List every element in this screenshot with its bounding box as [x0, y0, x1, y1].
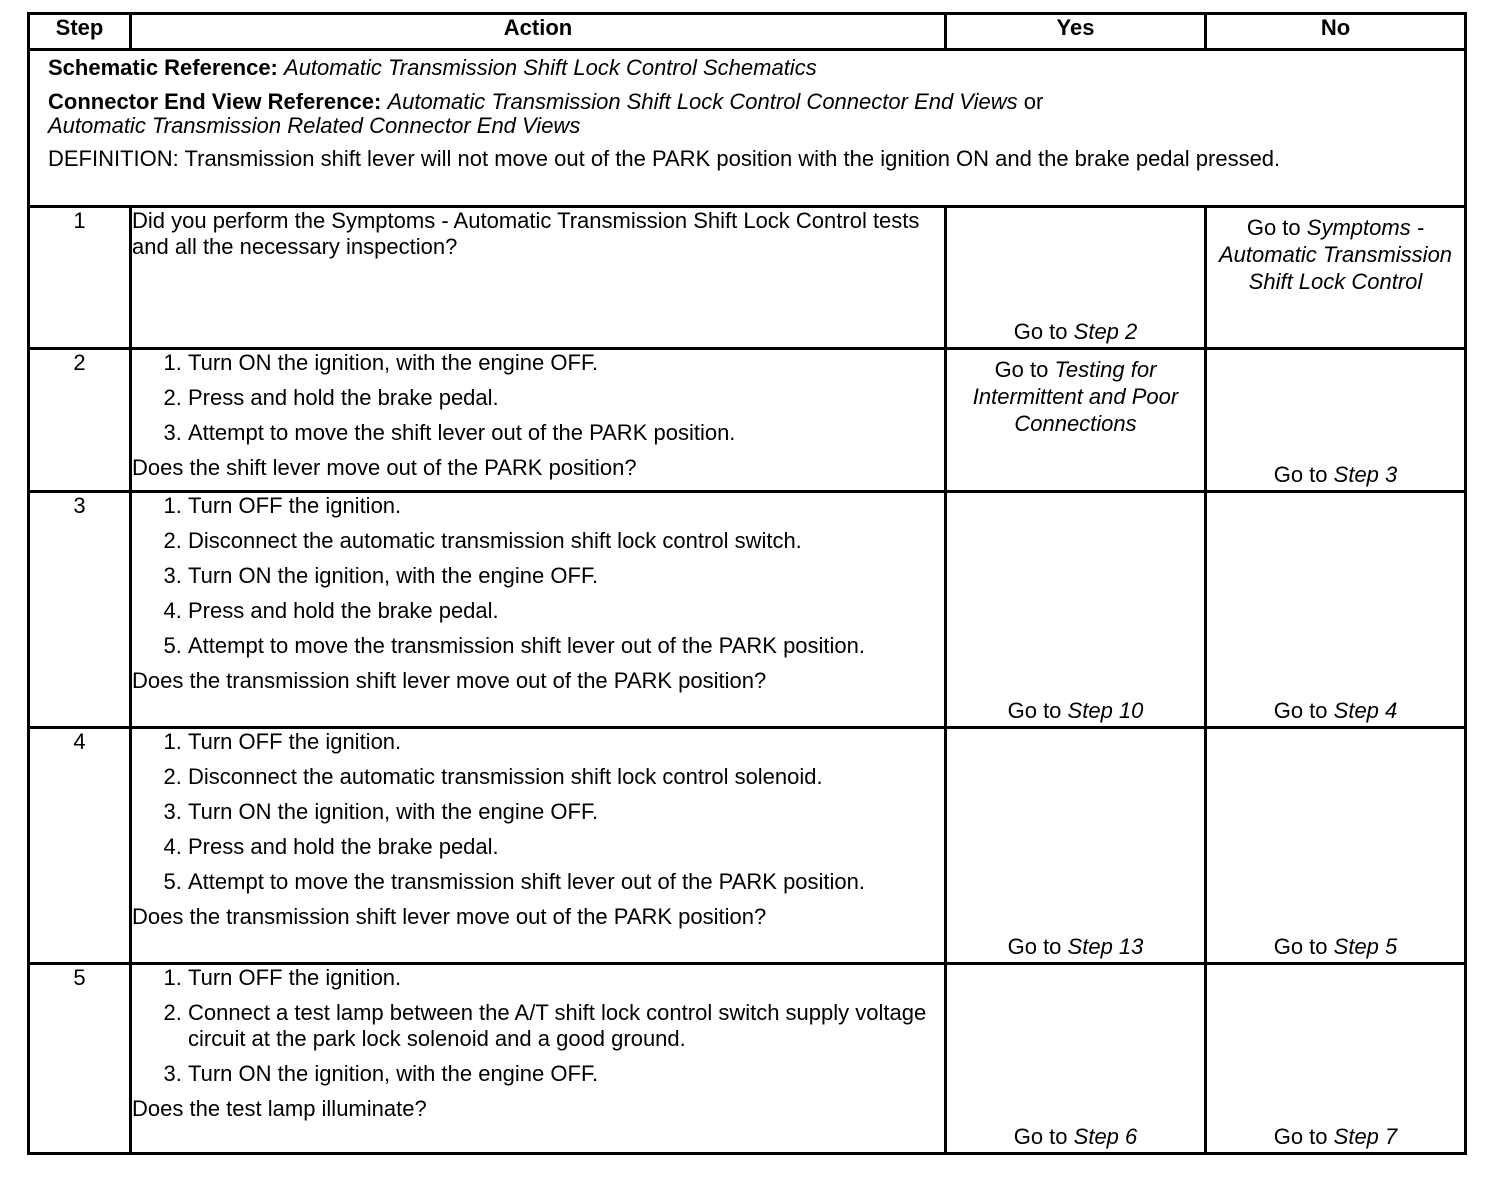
step-number: 5 [29, 964, 131, 1154]
step-row [29, 728, 1466, 964]
header-no: No [1206, 14, 1466, 50]
step-action [131, 964, 946, 1154]
no-cell [1206, 964, 1466, 1154]
header-yes: Yes [946, 14, 1206, 50]
action-list [132, 965, 944, 1087]
yes-cell [946, 964, 1206, 1154]
yes-cell [946, 349, 1206, 492]
no-goto[interactable] [1207, 208, 1464, 295]
action-item: 3. Attempt to move the shift lever out of the PARK position. [188, 420, 944, 446]
goto-prefix: Go to [1246, 215, 1301, 240]
step-number: 1 [29, 207, 131, 349]
yes-cell [946, 492, 1206, 728]
step-rows [29, 207, 1466, 1154]
yes-target[interactable]: Testing for Intermittent and Poor Connections [972, 357, 1179, 436]
action-question: Does the shift lever move out of the PARK position? [132, 455, 637, 480]
step-action [131, 728, 946, 964]
action-item: 5. Attempt to move the transmission shift lever out of the PARK position. [188, 869, 944, 895]
step-row [29, 492, 1466, 728]
action-item: 4. Press and hold the brake pedal. [188, 598, 944, 624]
yes-cell [946, 728, 1206, 964]
step-row [29, 207, 1466, 349]
schematic-reference [48, 55, 1458, 81]
action-item: 3. Turn ON the ignition, with the engine OFF. [188, 799, 944, 825]
yes-target[interactable]: Step 6 [1073, 1124, 1138, 1149]
goto-prefix: Go to [1007, 698, 1062, 723]
no-cell [1206, 349, 1466, 492]
action-item: 3. Turn ON the ignition, with the engine OFF. [188, 1061, 944, 1087]
no-cell [1206, 728, 1466, 964]
no-target[interactable]: Step 3 [1333, 462, 1398, 487]
no-goto[interactable] [1207, 934, 1464, 960]
action-list [132, 350, 944, 446]
yes-target[interactable]: Step 2 [1073, 319, 1138, 344]
step-number: 2 [29, 349, 131, 492]
yes-goto[interactable] [947, 698, 1204, 724]
connector-reference [48, 90, 1458, 138]
action-item: 4. Press and hold the brake pedal. [188, 834, 944, 860]
no-goto[interactable] [1207, 1124, 1464, 1150]
yes-cell [946, 207, 1206, 349]
goto-prefix: Go to [1273, 698, 1328, 723]
goto-prefix: Go to [1013, 319, 1068, 344]
step-number: 4 [29, 728, 131, 964]
step-number: 3 [29, 492, 131, 728]
action-item: 1. Turn OFF the ignition. [188, 493, 944, 519]
yes-goto[interactable] [947, 934, 1204, 960]
step-action [131, 207, 946, 349]
yes-goto[interactable] [947, 350, 1204, 437]
header-step: Step [29, 14, 131, 50]
step-row [29, 349, 1466, 492]
action-question: Does the transmission shift lever move out of the PARK position? [132, 668, 767, 693]
goto-prefix: Go to [1273, 934, 1328, 959]
action-item: 5. Attempt to move the transmission shift lever out of the PARK position. [188, 633, 944, 659]
action-item: 1. Turn ON the ignition, with the engine OFF. [188, 350, 944, 376]
action-item: 2. Connect a test lamp between the A/T shift lock control switch supply voltage circuit at the park lock solenoid and a good ground. [188, 1000, 944, 1052]
action-item: 1. Turn OFF the ignition. [188, 729, 944, 755]
goto-prefix: Go to [1007, 934, 1062, 959]
no-target[interactable]: Step 4 [1333, 698, 1398, 723]
goto-prefix: Go to [994, 357, 1049, 382]
step-action [131, 492, 946, 728]
goto-prefix: Go to [1013, 1124, 1068, 1149]
no-target[interactable]: Symptoms - Automatic Transmission Shift Lock Control [1218, 215, 1453, 294]
action-list [132, 493, 944, 659]
yes-goto[interactable] [947, 1124, 1204, 1150]
action-question: Did you perform the Symptoms - Automatic Transmission Shift Lock Control tests and all the necessary inspection? [132, 208, 920, 259]
no-goto[interactable] [1207, 462, 1464, 488]
header-action: Action [131, 14, 946, 50]
action-item: 2. Disconnect the automatic transmission shift lock control solenoid. [188, 764, 944, 790]
no-target[interactable]: Step 5 [1333, 934, 1398, 959]
yes-target[interactable]: Step 10 [1067, 698, 1144, 723]
connector-link-1[interactable]: Automatic Transmission Shift Lock Control Connector End Views [387, 89, 1018, 114]
action-item: 3. Turn ON the ignition, with the engine OFF. [188, 563, 944, 589]
action-item: 2. Disconnect the automatic transmission shift lock control switch. [188, 528, 944, 554]
action-list [132, 729, 944, 895]
goto-prefix: Go to [1273, 1124, 1328, 1149]
action-item: 2. Press and hold the brake pedal. [188, 385, 944, 411]
no-cell [1206, 207, 1466, 349]
connector-link-2[interactable]: Automatic Transmission Related Connector End Views [48, 113, 581, 138]
reference-cell [29, 50, 1466, 207]
goto-prefix: Go to [1273, 462, 1328, 487]
diagnostic-table [27, 12, 1467, 1155]
no-cell [1206, 492, 1466, 728]
action-question: Does the transmission shift lever move out of the PARK position? [132, 904, 767, 929]
step-row [29, 964, 1466, 1154]
yes-target[interactable]: Step 13 [1067, 934, 1144, 959]
schematic-link[interactable]: Automatic Transmission Shift Lock Control Schematics [284, 55, 817, 80]
action-question: Does the test lamp illuminate? [132, 1096, 427, 1121]
header-row [29, 14, 1466, 50]
step-action [131, 349, 946, 492]
action-item: 1. Turn OFF the ignition. [188, 965, 944, 991]
yes-goto[interactable] [947, 319, 1204, 345]
no-target[interactable]: Step 7 [1333, 1124, 1398, 1149]
connector-label: Connector End View Reference: [48, 89, 382, 114]
definition: DEFINITION: Transmission shift lever will not move out of the PARK position with the ignition ON and the brake pedal pressed. [48, 146, 1281, 171]
connector-or: or [1023, 89, 1044, 114]
reference-row [29, 50, 1466, 207]
no-goto[interactable] [1207, 698, 1464, 724]
schematic-label: Schematic Reference: [48, 55, 278, 80]
